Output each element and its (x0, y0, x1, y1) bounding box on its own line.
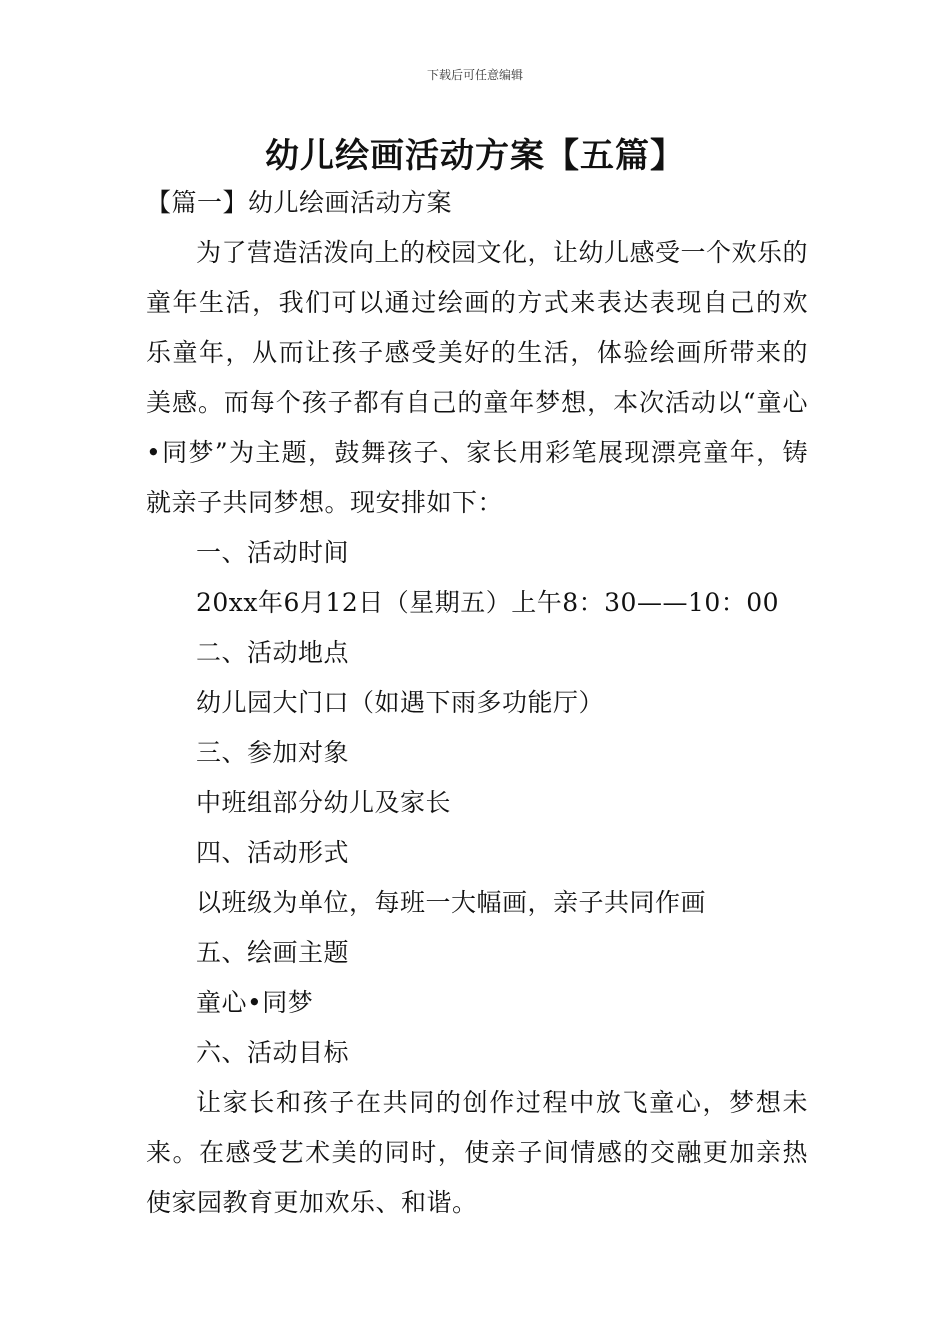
item-heading-goals: 六、活动目标 (196, 1038, 350, 1067)
item-text-time: 20xx年6月12日（星期五）上午8：30——10：00 (196, 588, 780, 617)
section-heading: 【篇一】幼儿绘画活动方案 (146, 188, 453, 217)
item-text-theme: 童心•同梦 (196, 988, 314, 1017)
document-body (146, 178, 808, 1228)
item-heading-location: 二、活动地点 (196, 638, 350, 667)
item-heading-participants: 三、参加对象 (196, 738, 350, 767)
item-text-participants: 中班组部分幼儿及家长 (196, 788, 452, 817)
item-text-goals: 让家长和孩子在共同的创作过程中放飞童心，梦想未来。在感受艺术美的同时，使亲子间情感的交融更加亲热使家园教育更加欢乐、和谐。 (146, 1088, 808, 1217)
item-heading-theme: 五、绘画主题 (196, 938, 350, 967)
item-heading-time: 一、活动时间 (196, 538, 350, 567)
document-title: 幼儿绘画活动方案【五篇】 (265, 136, 685, 176)
item-text-location: 幼儿园大门口（如遇下雨多功能厅） (196, 688, 605, 717)
item-text-format: 以班级为单位，每班一大幅画，亲子共同作画 (196, 888, 707, 917)
intro-paragraph: 为了营造活泼向上的校园文化，让幼儿感受一个欢乐的童年生活，我们可以通过绘画的方式来表达表现自己的欢乐童年，从而让孩子感受美好的生活，体验绘画所带来的美感。而每个孩子都有自己的童年梦想，本次活动以“童心•同梦”为主题，鼓舞孩子、家长用彩笔展现漂亮童年，铸就亲子共同梦想。现安排如下： (146, 238, 809, 517)
header-note: 下载后可任意编辑 (426, 68, 523, 82)
item-heading-format: 四、活动形式 (196, 838, 350, 867)
